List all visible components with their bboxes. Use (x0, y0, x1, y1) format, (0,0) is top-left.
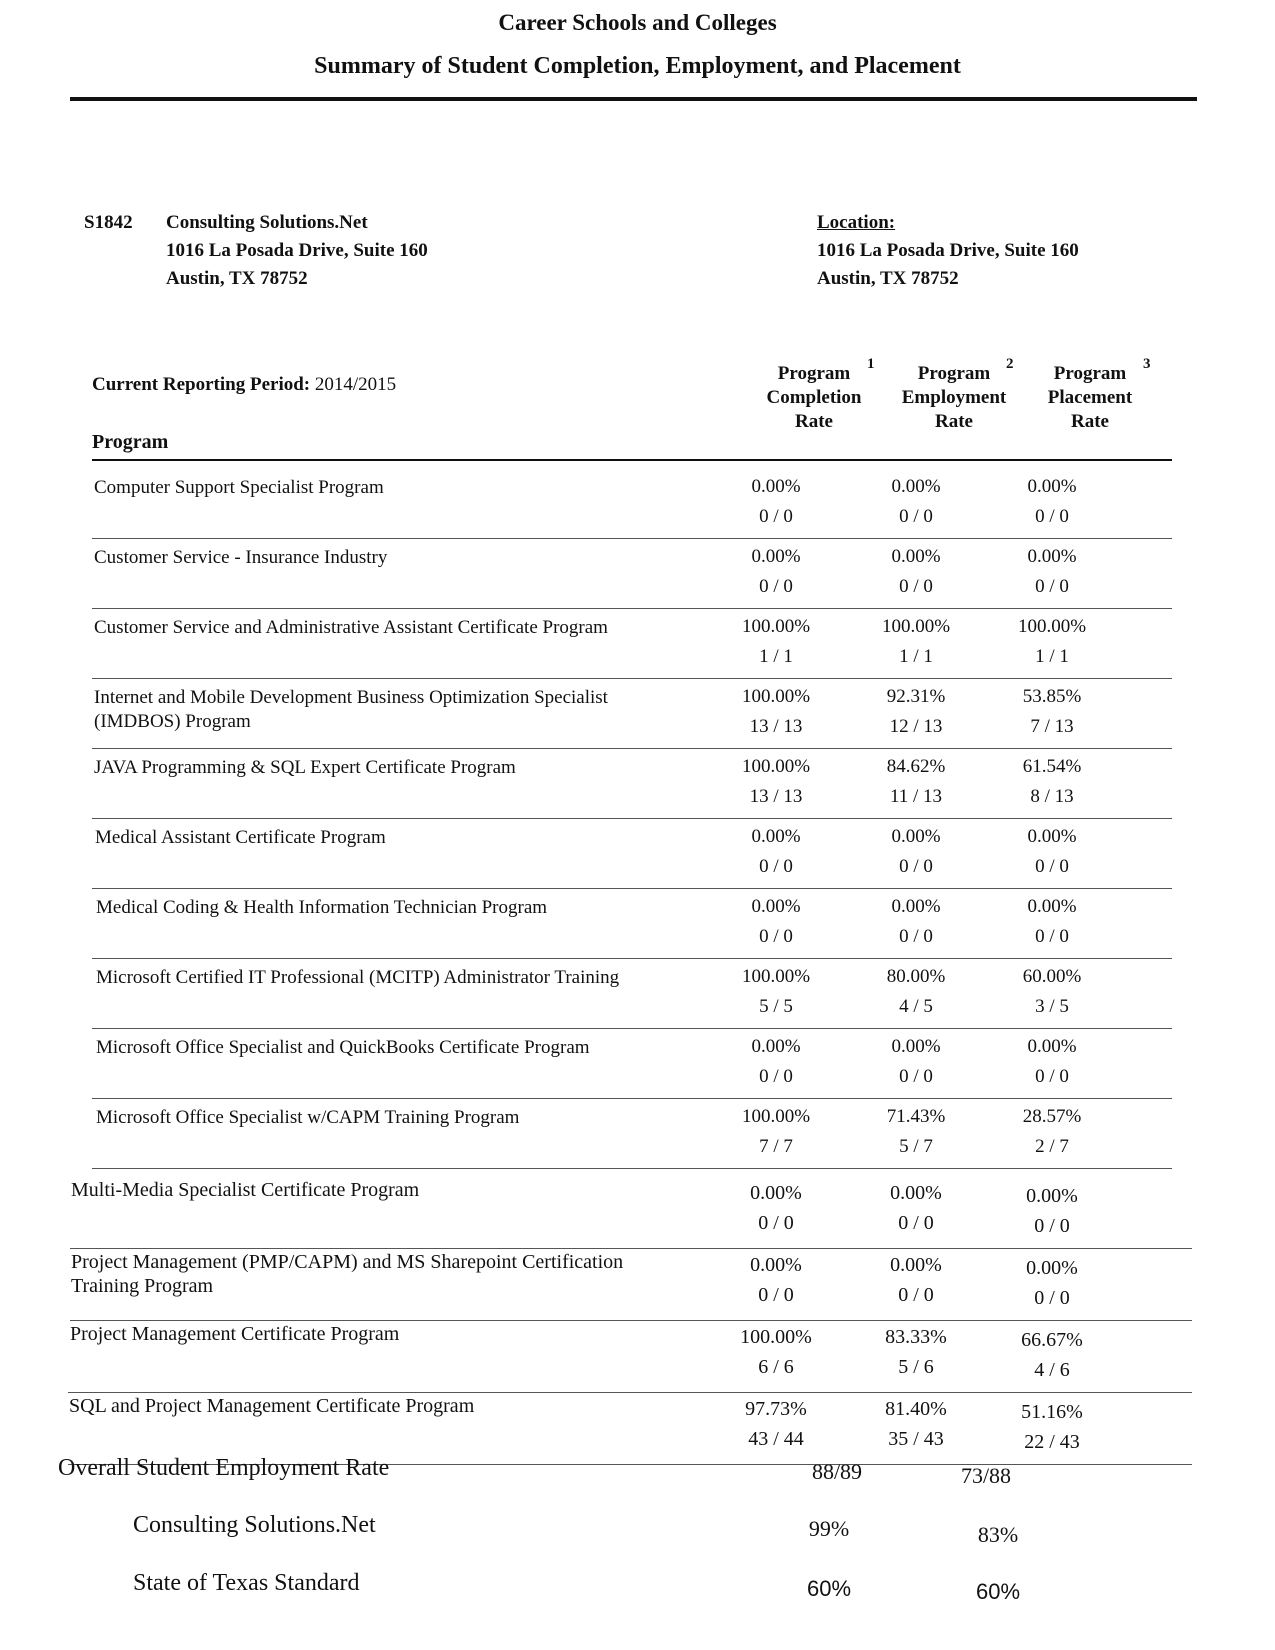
program-name (94, 546, 387, 570)
placement-rate: 0.00% (1026, 1185, 1078, 1207)
completion-fraction: 0 / 0 (758, 1284, 794, 1306)
employment-fraction: 12 / 13 (889, 716, 943, 737)
placement-fraction: 0 / 0 (1034, 1215, 1070, 1237)
completion-fraction: 0 / 0 (759, 856, 793, 877)
row-divider (92, 538, 1172, 539)
placement-fraction: 0 / 0 (1035, 926, 1069, 947)
location-block (817, 209, 1079, 293)
table-header-rule (92, 459, 1172, 461)
completion-rate: 100.00% (741, 756, 811, 777)
completion-fraction: 0 / 0 (758, 1212, 794, 1234)
placement-fraction: 0 / 0 (1034, 1287, 1070, 1309)
completion-fraction: 0 / 0 (759, 1066, 793, 1087)
state-completion-value: 60% (806, 1576, 852, 1601)
employment-rate: 0.00% (891, 1036, 941, 1057)
program-name-line1: Microsoft Certified IT Professional (MCITP) Administrator Training (96, 967, 620, 988)
employment-rate: 92.31% (886, 686, 946, 707)
completion-rate: 0.00% (751, 546, 801, 567)
footnote-3: 3 (1143, 356, 1151, 372)
employment-rate: 0.00% (890, 1254, 942, 1276)
school-completion-value: 99% (808, 1516, 850, 1541)
program-name-line1: JAVA Programming & SQL Expert Certificate Program (94, 757, 516, 778)
completion-rate: 100.00% (741, 1106, 811, 1127)
program-name (70, 1322, 399, 1346)
employment-rate: 84.62% (886, 756, 946, 777)
employment-fraction: 0 / 0 (899, 1066, 933, 1087)
employment-rate: 100.00% (881, 616, 951, 637)
row-divider (92, 818, 1172, 819)
placement-rate: 0.00% (1027, 546, 1077, 567)
employment-fraction: 0 / 0 (899, 576, 933, 597)
program-name (95, 826, 386, 850)
school-address-block (166, 209, 428, 293)
school-employment-value: 83% (977, 1522, 1019, 1547)
location-address-line2: Austin, TX 78752 (817, 268, 959, 289)
completion-fraction: 0 / 0 (759, 506, 793, 527)
employment-rate: 80.00% (886, 966, 946, 987)
placement-rate: 0.00% (1027, 476, 1077, 497)
completion-fraction: 1 / 1 (759, 646, 793, 667)
completion-fraction: 0 / 0 (759, 576, 793, 597)
employment-rate: 0.00% (891, 546, 941, 567)
school-address-line1: 1016 La Posada Drive, Suite 160 (166, 240, 428, 261)
program-name-line1: Medical Coding & Health Information Technician Program (96, 897, 548, 918)
completion-fraction: 6 / 6 (758, 1356, 794, 1378)
employment-rate-header: 2 Program Employment Rate (879, 362, 1029, 434)
row-divider (70, 1320, 1192, 1321)
row-divider (92, 1098, 1172, 1099)
title-divider (70, 97, 1197, 101)
location-address-line1: 1016 La Posada Drive, Suite 160 (817, 240, 1079, 261)
program-name-line1: Project Management Certificate Program (70, 1323, 400, 1345)
program-name (94, 756, 516, 780)
employment-rate: 83.33% (885, 1326, 947, 1348)
placement-rate: 61.54% (1022, 756, 1082, 777)
row-divider (92, 608, 1172, 609)
completion-rate: 0.00% (751, 826, 801, 847)
program-name-line1: Customer Service and Administrative Assistant Certificate Program (94, 617, 608, 638)
completion-fraction: 13 / 13 (749, 716, 803, 737)
completion-rate: 0.00% (750, 1182, 802, 1204)
placement-fraction: 0 / 0 (1035, 1066, 1069, 1087)
completion-rate: 0.00% (750, 1254, 802, 1276)
employment-rate: 71.43% (886, 1106, 946, 1127)
employment-fraction: 0 / 0 (899, 506, 933, 527)
placement-rate: 53.85% (1022, 686, 1082, 707)
document-title: Career Schools and Colleges (498, 10, 777, 35)
school-name: Consulting Solutions.Net (166, 212, 368, 233)
footnote-1: 1 (867, 356, 875, 372)
row-divider (68, 1392, 1192, 1393)
program-name-line2: Training Program (71, 1275, 214, 1297)
program-name-line1: Microsoft Office Specialist and QuickBooks Certificate Program (96, 1037, 590, 1058)
program-name-line1: SQL and Project Management Certificate Program (69, 1395, 475, 1417)
placement-rate: 0.00% (1027, 896, 1077, 917)
placement-fraction: 3 / 5 (1035, 996, 1069, 1017)
placement-fraction: 0 / 0 (1035, 506, 1069, 527)
school-id: S1842 (84, 212, 133, 233)
program-name (96, 1036, 590, 1060)
employment-rate: 0.00% (891, 896, 941, 917)
state-standard-label: State of Texas Standard (133, 1570, 360, 1596)
reporting-period-label: Current Reporting Period: (92, 374, 311, 395)
program-name-line1: Internet and Mobile Development Business Optimization Specialist (94, 687, 608, 708)
placement-fraction: 22 / 43 (1024, 1431, 1080, 1453)
employment-fraction: 4 / 5 (899, 996, 933, 1017)
program-name-line1: Multi-Media Specialist Certificate Program (71, 1179, 420, 1201)
program-name-line1: Microsoft Office Specialist w/CAPM Training Program (96, 1107, 520, 1128)
placement-rate: 100.00% (1017, 616, 1087, 637)
employment-rate: 81.40% (885, 1398, 947, 1420)
employment-fraction: 35 / 43 (888, 1428, 944, 1450)
employment-rate: 0.00% (891, 826, 941, 847)
completion-fraction: 13 / 13 (749, 786, 803, 807)
completion-fraction: 0 / 0 (759, 926, 793, 947)
program-name (94, 686, 608, 734)
placement-fraction: 8 / 13 (1030, 786, 1074, 807)
row-divider (92, 748, 1172, 749)
employment-fraction: 5 / 6 (898, 1356, 934, 1378)
row-divider (92, 888, 1172, 889)
employment-fraction: 0 / 0 (898, 1284, 934, 1306)
completion-rate: 0.00% (751, 896, 801, 917)
program-name (96, 896, 547, 920)
completion-fraction: 43 / 44 (748, 1428, 804, 1450)
completion-fraction: 5 / 5 (759, 996, 793, 1017)
program-name (96, 966, 619, 990)
employment-fraction: 5 / 7 (899, 1136, 933, 1157)
location-label: Location: (817, 212, 896, 233)
completion-rate: 0.00% (751, 1036, 801, 1057)
reporting-period-value: 2014/2015 (314, 374, 397, 395)
completion-rate: 100.00% (741, 616, 811, 637)
program-name-line2: (IMDBOS) Program (94, 711, 251, 732)
document-subtitle: Summary of Student Completion, Employment, and Placement (314, 53, 961, 79)
placement-fraction: 0 / 0 (1035, 576, 1069, 597)
placement-rate: 51.16% (1021, 1401, 1083, 1423)
program-column-header: Program (92, 431, 169, 453)
program-name (71, 1250, 623, 1298)
placement-rate: 0.00% (1027, 1036, 1077, 1057)
footnote-2: 2 (1006, 356, 1014, 372)
program-name (94, 476, 384, 500)
completion-rate: 100.00% (741, 686, 811, 707)
program-name-line1: Project Management (PMP/CAPM) and MS Sharepoint Certification (71, 1251, 624, 1273)
row-divider (92, 678, 1172, 679)
completion-rate: 97.73% (745, 1398, 807, 1420)
program-name-line1: Medical Assistant Certificate Program (95, 827, 386, 848)
school-rate-label: Consulting Solutions.Net (133, 1512, 376, 1538)
overall-employment-label: Overall Student Employment Rate (58, 1455, 390, 1481)
placement-fraction: 0 / 0 (1035, 856, 1069, 877)
overall-employment-value: 73/88 (960, 1463, 1012, 1488)
placement-rate: 28.57% (1022, 1106, 1082, 1127)
completion-rate-header: 1 Program Completion Rate (739, 362, 889, 434)
row-divider (70, 1248, 1192, 1249)
placement-rate: 66.67% (1021, 1329, 1083, 1351)
program-name (71, 1178, 419, 1202)
placement-rate: 0.00% (1027, 826, 1077, 847)
program-name (69, 1394, 474, 1418)
completion-rate: 100.00% (741, 966, 811, 987)
program-name-line1: Computer Support Specialist Program (94, 477, 384, 498)
employment-fraction: 11 / 13 (889, 786, 943, 807)
placement-rate: 0.00% (1026, 1257, 1078, 1279)
program-name (96, 1106, 519, 1130)
state-employment-value: 60% (975, 1579, 1021, 1604)
overall-completion-value: 88/89 (811, 1459, 863, 1484)
row-divider (92, 958, 1172, 959)
placement-fraction: 1 / 1 (1035, 646, 1069, 667)
completion-rate: 0.00% (751, 476, 801, 497)
employment-rate: 0.00% (891, 476, 941, 497)
completion-rate: 100.00% (740, 1326, 812, 1348)
row-divider (92, 1028, 1172, 1029)
row-divider (92, 1168, 1172, 1169)
placement-fraction: 7 / 13 (1030, 716, 1074, 737)
program-name (94, 616, 608, 640)
completion-fraction: 7 / 7 (759, 1136, 793, 1157)
employment-fraction: 1 / 1 (899, 646, 933, 667)
employment-fraction: 0 / 0 (899, 926, 933, 947)
placement-fraction: 4 / 6 (1034, 1359, 1070, 1381)
placement-rate-header: 3 Program Placement Rate (1015, 362, 1165, 434)
reporting-period (92, 374, 396, 396)
program-name-line1: Customer Service - Insurance Industry (94, 547, 388, 568)
employment-fraction: 0 / 0 (898, 1212, 934, 1234)
employment-rate: 0.00% (890, 1182, 942, 1204)
employment-fraction: 0 / 0 (899, 856, 933, 877)
placement-fraction: 2 / 7 (1035, 1136, 1069, 1157)
school-address-line2: Austin, TX 78752 (166, 268, 308, 289)
placement-rate: 60.00% (1022, 966, 1082, 987)
